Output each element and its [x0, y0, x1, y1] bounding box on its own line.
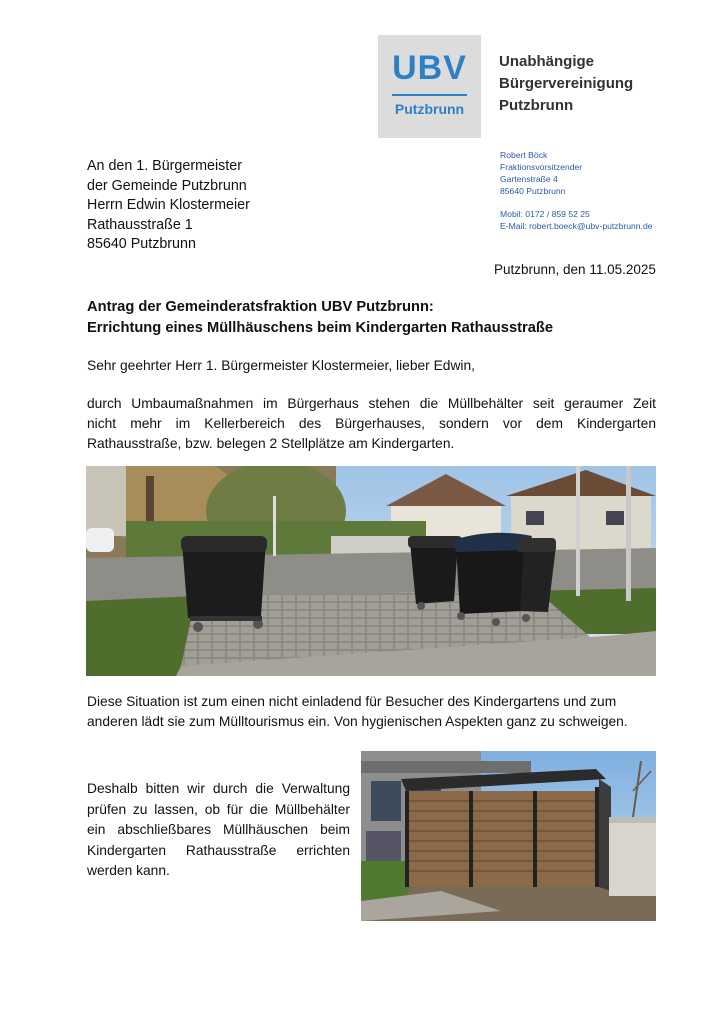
contact-role: Fraktionsvorsitzender [500, 162, 583, 172]
photo-waste-enclosure-image [361, 751, 656, 921]
sender-contact [500, 149, 653, 232]
logo-divider [392, 94, 467, 96]
recipient-line: der Gemeinde Putzbrunn [87, 177, 247, 194]
recipient-address [87, 157, 250, 255]
paragraph-line: Diese Situation ist zum einen nicht einladend für Besucher des Kindergartens und zum [87, 694, 617, 709]
recipient-line: Herrn Edwin Klostermeier [87, 197, 250, 213]
logo-wordmark: UBV [392, 49, 467, 87]
contact-email: E-Mail: robert.boeck@ubv-putzbrunn.de [500, 221, 653, 231]
letter-subject [87, 297, 553, 338]
contact-city: 85640 Putzbrunn [500, 186, 566, 196]
subject-line-1: Antrag der Gemeinderatsfraktion UBV Putzbrunn: [87, 299, 434, 315]
organization-name [499, 51, 633, 117]
org-line-1: Unabhängige [499, 53, 595, 70]
paragraph-line: anderen lädt sie zum Mülltourismus ein. Von hygienischen Aspekten ganz zu schweigen. [87, 714, 628, 729]
paragraph-line: Deshalb bitten wir durch die Verwaltung [87, 781, 350, 796]
letter-date: Putzbrunn, den 11.05.2025 [494, 262, 656, 277]
contact-street: Gartenstraße 4 [500, 174, 558, 184]
org-line-3: Putzbrunn [499, 97, 574, 114]
subject-line-2: Errichtung eines Müllhäuschens beim Kindergarten Rathausstraße [87, 319, 554, 336]
paragraph-line: werden kann. [87, 863, 170, 878]
photo-waste-bins [86, 466, 656, 676]
paragraph-line: durch Umbaumaßnahmen im Bürgerhaus stehen die Müllbehälter seit geraumer Zeit [87, 396, 656, 411]
paragraph-line: Rathausstraße, bzw. belegen 2 Stellplätze am Kindergarten. [87, 436, 455, 451]
paragraph-3 [87, 779, 350, 882]
org-line-2: Bürgervereinigung [499, 75, 634, 92]
paragraph-line: ein abschließbares Müllhäuschen beim [87, 822, 350, 837]
paragraph-line: Kindergarten Rathausstraße errichten [87, 842, 350, 858]
logo-place: Putzbrunn [394, 101, 465, 117]
recipient-line: 85640 Putzbrunn [87, 236, 196, 252]
salutation: Sehr geehrter Herr 1. Bürgermeister Klostermeier, lieber Edwin, [87, 358, 476, 373]
paragraph-1 [87, 394, 656, 454]
paragraph-line: prüfen zu lassen, ob für die Müllbehälter [87, 801, 350, 817]
ubv-logo [378, 35, 481, 138]
contact-mobile: Mobil: 0172 / 859 52 25 [500, 209, 590, 219]
contact-name: Robert Böck [500, 150, 548, 160]
photo-waste-bins-image [86, 466, 656, 676]
paragraph-2 [87, 692, 628, 732]
paragraph-line: nicht mehr im Kellerbereich des Bürgerhauses, sondern vor dem Kindergarten [87, 416, 656, 431]
recipient-line: An den 1. Bürgermeister [87, 158, 242, 174]
photo-waste-enclosure [361, 751, 656, 921]
recipient-line: Rathausstraße 1 [87, 216, 193, 233]
